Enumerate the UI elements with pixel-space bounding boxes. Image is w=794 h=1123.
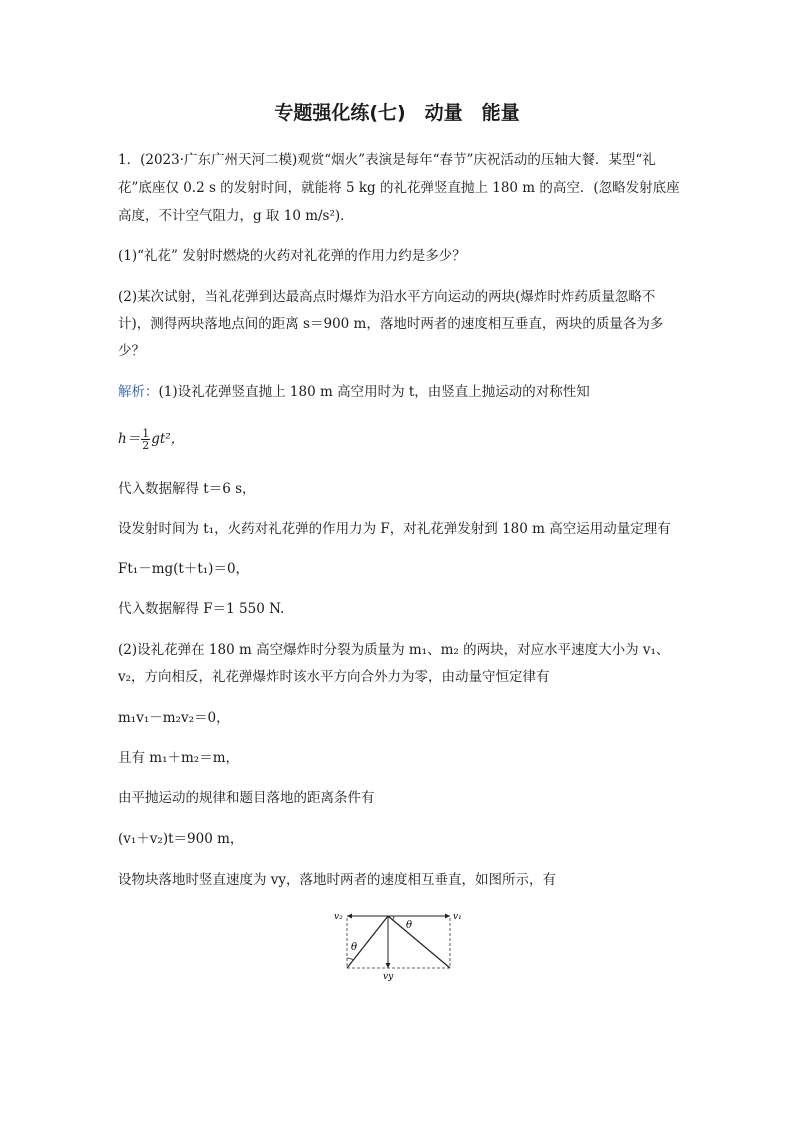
- right-diagonal: [388, 916, 450, 968]
- solution-line-9: 且有 m₁＋m₂＝m，: [118, 750, 240, 766]
- eq1-denominator: 2: [142, 439, 150, 452]
- solution-line-11: (v₁＋v₂)t＝900 m，: [118, 831, 244, 847]
- question-1-line-2: 花”底座仅 0.2 s 的发射时间，就能将 5 kg 的礼花弹竖直抛上 180 m 的高空．(忽略发射底座: [118, 180, 680, 196]
- question-1-line-1: 1．(2023·广东广州天河二模)观赏“烟火”表演是每年“春节”庆祝活动的压轴大餐．某型“礼: [118, 152, 656, 168]
- label-theta-left: θ: [351, 942, 358, 953]
- solution-line-1: [118, 382, 590, 402]
- question-1-part-1: (1)“礼花” 发射时燃烧的火药对礼花弹的作用力约是多少？: [118, 248, 466, 264]
- solution-line-3: 设发射时间为 t₁，火药对礼花弹的作用力为 F，对礼花弹发射到 180 m 高空运用动量定理有: [118, 521, 671, 537]
- label-v1: v₁: [453, 912, 462, 922]
- diagram-dashed-box: [347, 916, 450, 968]
- eq1-rhs: gt²，: [151, 431, 185, 447]
- eq1-numerator: 1: [142, 427, 150, 440]
- equation-1: [118, 428, 184, 451]
- label-vy: vy: [383, 972, 394, 982]
- vy-arrowhead: [386, 963, 391, 968]
- question-1-part-2-line-3: 少？: [118, 343, 145, 359]
- solution-line-12: 设物块落地时竖直速度为 vy，落地时两者的速度相互垂直，如图所示，有: [118, 872, 557, 888]
- right-angle-arc: [393, 916, 394, 920]
- v1-arrowhead: [445, 914, 450, 919]
- question-1-part-2-line-2: 计)，测得两块落地点间的距离 s＝900 m，落地时两者的速度相互垂直，两块的质量各为多: [118, 316, 664, 332]
- solution-label: 解析：: [118, 384, 159, 400]
- solution-line-2: 代入数据解得 t＝6 s，: [118, 481, 256, 497]
- eq1-fraction: [141, 428, 150, 451]
- eq1-lhs: h＝: [118, 431, 141, 447]
- question-1-part-2-line-1: (2)某次试射，当礼花弹到达最高点时爆炸为沿水平方向运动的两块(爆炸时炸药质量忽略不: [118, 289, 656, 305]
- left-angle-arc: [347, 958, 353, 960]
- solution-line-10: 由平抛运动的规律和题目落地的距离条件有: [118, 790, 375, 806]
- label-v2: v₂: [334, 912, 343, 922]
- solution-line-4: Ft₁－mg(t＋t₁)＝0，: [118, 561, 250, 577]
- label-theta-right: θ: [406, 920, 413, 931]
- solution-line-5: 代入数据解得 F＝1 550 N.: [118, 601, 285, 617]
- velocity-diagram: [330, 906, 470, 982]
- page-title: 专题强化练(七) 动量 能量: [274, 102, 520, 124]
- solution-line-7: v₂，方向相反，礼花弹爆炸时该水平方向合外力为零，由动量守恒定律有: [118, 669, 550, 685]
- question-1-line-3: 高度，不计空气阻力，g 取 10 m/s²)．: [118, 208, 354, 224]
- v2-arrowhead: [347, 914, 352, 919]
- solution-line-8: m₁v₁－m₂v₂＝0，: [118, 710, 230, 726]
- solution-text-1: (1)设礼花弹竖直抛上 180 m 高空用时为 t，由竖直上抛运动的对称性知: [158, 384, 590, 400]
- solution-line-6: (2)设礼花弹在 180 m 高空爆炸时分裂为质量为 m₁、m₂ 的两块，对应水平速度大小为 v₁、: [118, 642, 670, 658]
